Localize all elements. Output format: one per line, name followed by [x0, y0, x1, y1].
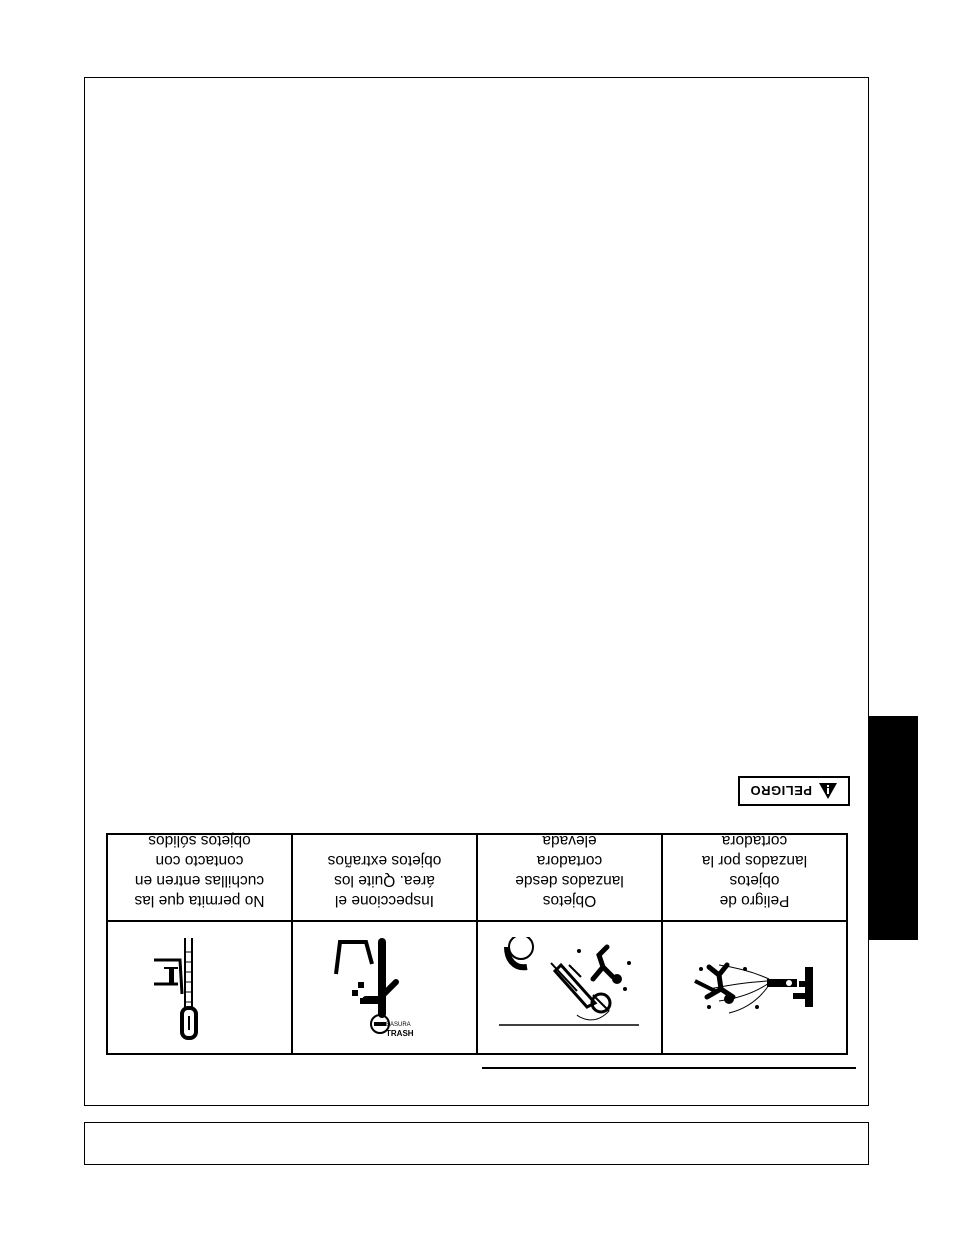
- blade-contact-icon: [145, 933, 255, 1043]
- panel-2-line-2: lanzados desde: [515, 872, 624, 889]
- raised-mower-objects-icon: [500, 938, 640, 1038]
- panel-1-text: [661, 832, 846, 920]
- panel-3-text: [291, 835, 476, 920]
- panel-3-line-1: Inspeccione el: [334, 892, 435, 909]
- panel-4-line-3: contacto con: [155, 852, 244, 869]
- danger-decal: [106, 833, 848, 1055]
- basura-label: BASURA: [386, 1022, 412, 1029]
- panel-3-line-2: área. Quite los: [334, 872, 435, 889]
- panel-1-line-4: cortadora: [721, 832, 788, 849]
- panel-1-line-3: lanzados por la: [701, 852, 808, 869]
- thrown-objects-person-icon: [690, 948, 820, 1028]
- panel-2-line-4: elevada: [542, 832, 597, 849]
- panel-2-text: [476, 832, 661, 920]
- signal-word: PELIGRO: [750, 783, 813, 799]
- warning-triangle-icon: [818, 782, 838, 800]
- panel-4-line-2: cuchillas entren en: [134, 872, 265, 889]
- danger-signal-banner: [738, 776, 850, 806]
- panel-4-line-1: No permita que las: [134, 892, 265, 909]
- panel-2-line-3: cortadora: [536, 852, 603, 869]
- panel-3-image: [291, 920, 476, 1053]
- trash-label: TRASH: [386, 1029, 415, 1039]
- panel-4-text: [108, 832, 291, 920]
- panel-4-image: [108, 920, 291, 1053]
- panel-1-image: [661, 920, 846, 1053]
- inspect-area-trash-icon: [325, 933, 445, 1043]
- panel-2-image: [476, 920, 661, 1053]
- panel-4-line-4: objetos sólidos: [148, 832, 251, 849]
- horizontal-rule: [482, 1067, 856, 1069]
- panel-1-line-1: Peligro de: [719, 892, 790, 909]
- panel-2-line-1: Objetos: [542, 892, 597, 909]
- panel-3-line-3: objetos extraños: [327, 852, 442, 869]
- panel-1-line-2: objetos: [729, 872, 780, 889]
